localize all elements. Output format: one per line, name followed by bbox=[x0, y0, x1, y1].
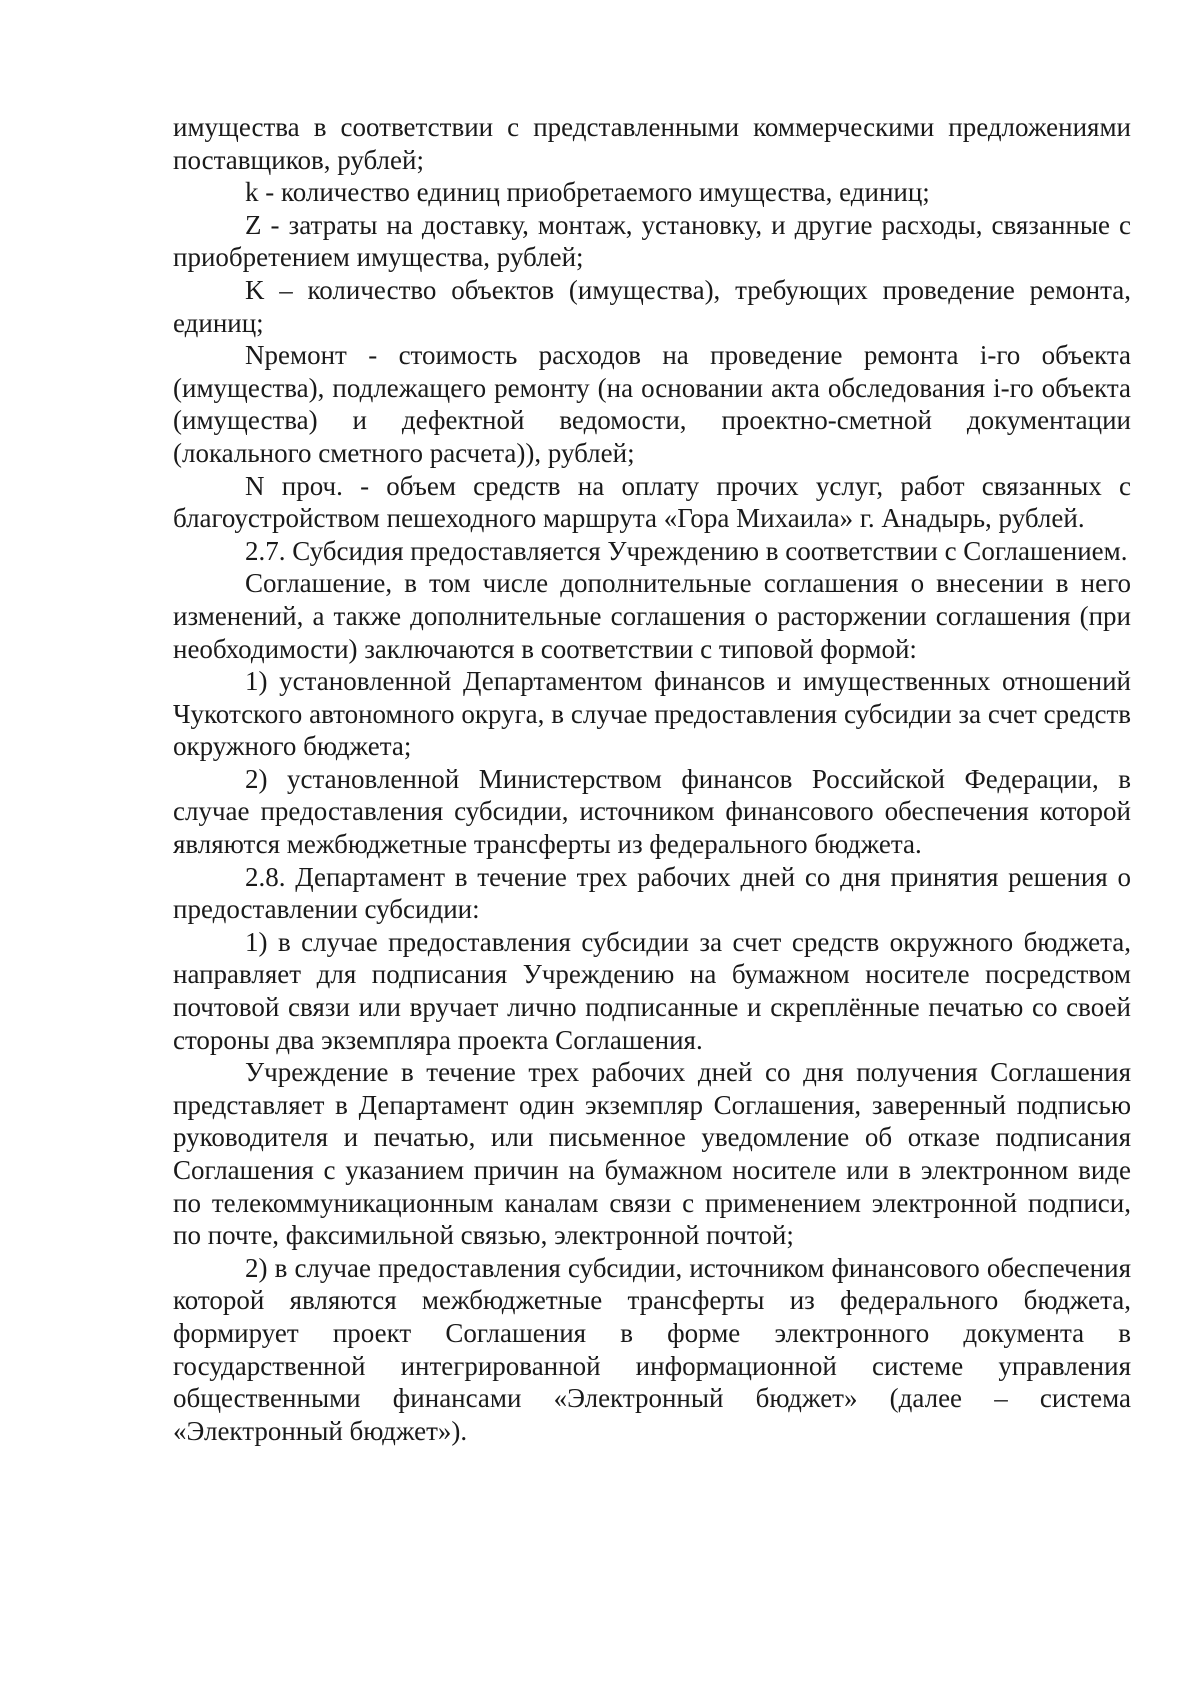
paragraph-form-item-2: 2) установленной Министерством финансов Российской Федерации, в случае предоставления субсидии, источником финансового обеспечения которой являются межбюджетные трансферты из федерального бюджета. bbox=[173, 763, 1131, 860]
paragraph-2-7: 2.7. Субсидия предоставляется Учреждению в соответствии с Соглашением. bbox=[245, 535, 1128, 566]
paragraph-continuation: имущества в соответствии с представленными коммерческими предложениями поставщиков, рублей; bbox=[173, 112, 1131, 175]
paragraph-agreement-form: Соглашение, в том числе дополнительные соглашения о внесении в него изменений, а также дополнительные соглашения о расторжении соглашения (при необходимости) заключаются в соответствии с типовой формой: bbox=[173, 568, 1131, 664]
paragraph-z-definition: Z - затраты на доставку, монтаж, установку, и другие расходы, связанные с приобретением имущества, рублей; bbox=[173, 209, 1131, 273]
paragraph-2-8-item-2: 2) в случае предоставления субсидии, источником финансового обеспечения которой являются межбюджетные трансферты из федерального бюджета, формирует проект Соглашения в форме электронного документа в государственной интегрированной информационной системе управления общественными финансами «Электронный бюджет» (далее – система «Электронный бюджет»). bbox=[173, 1252, 1131, 1446]
paragraph-nremont-definition: Nремонт - стоимость расходов на проведение ремонта i-го объекта (имущества), подлежащего ремонту (на основании акта обследования i-го объекта (имущества) и дефектной ведомости, проектно-сметной документации (локального сметного расчета)), рублей; bbox=[173, 340, 1131, 468]
paragraph-K-definition: K – количество объектов (имущества), требующих проведение ремонта, единиц; bbox=[173, 274, 1131, 338]
paragraph-2-8: 2.8. Департамент в течение трех рабочих дней со дня принятия решения о предоставлении субсидии: bbox=[173, 861, 1131, 925]
paragraph-k-definition: k - количество единиц приобретаемого имущества, единиц; bbox=[245, 177, 930, 208]
paragraph-2-8-item-1: 1) в случае предоставления субсидии за счет средств окружного бюджета, направляет для подписания Учреждению на бумажном носителе посредством почтовой связи или вручает лично подписанные и скреплённые печатью со своей стороны два экземпляра проекта Соглашения. bbox=[173, 926, 1131, 1055]
paragraph-institution-response: Учреждение в течение трех рабочих дней со дня получения Соглашения представляет в Департамент один экземпляр Соглашения, заверенный подписью руководителя и печатью, или письменное уведомление об отказе подписания Соглашения с указанием причин на бумажном носителе или в электронном виде по телекоммуникационным каналам связи с применением электронной подписи, по почте, факсимильной связью, электронной почтой; bbox=[173, 1057, 1131, 1251]
document-page bbox=[173, 111, 1131, 1447]
paragraph-nproch-definition: N проч. - объем средств на оплату прочих услуг, работ связанных с благоустройством пешеходного маршрута «Гора Михаила» г. Анадырь, рублей. bbox=[173, 470, 1131, 534]
paragraph-form-item-1: 1) установленной Департаментом финансов и имущественных отношений Чукотского автономного округа, в случае предоставления субсидии за счет средств окружного бюджета; bbox=[173, 666, 1131, 762]
